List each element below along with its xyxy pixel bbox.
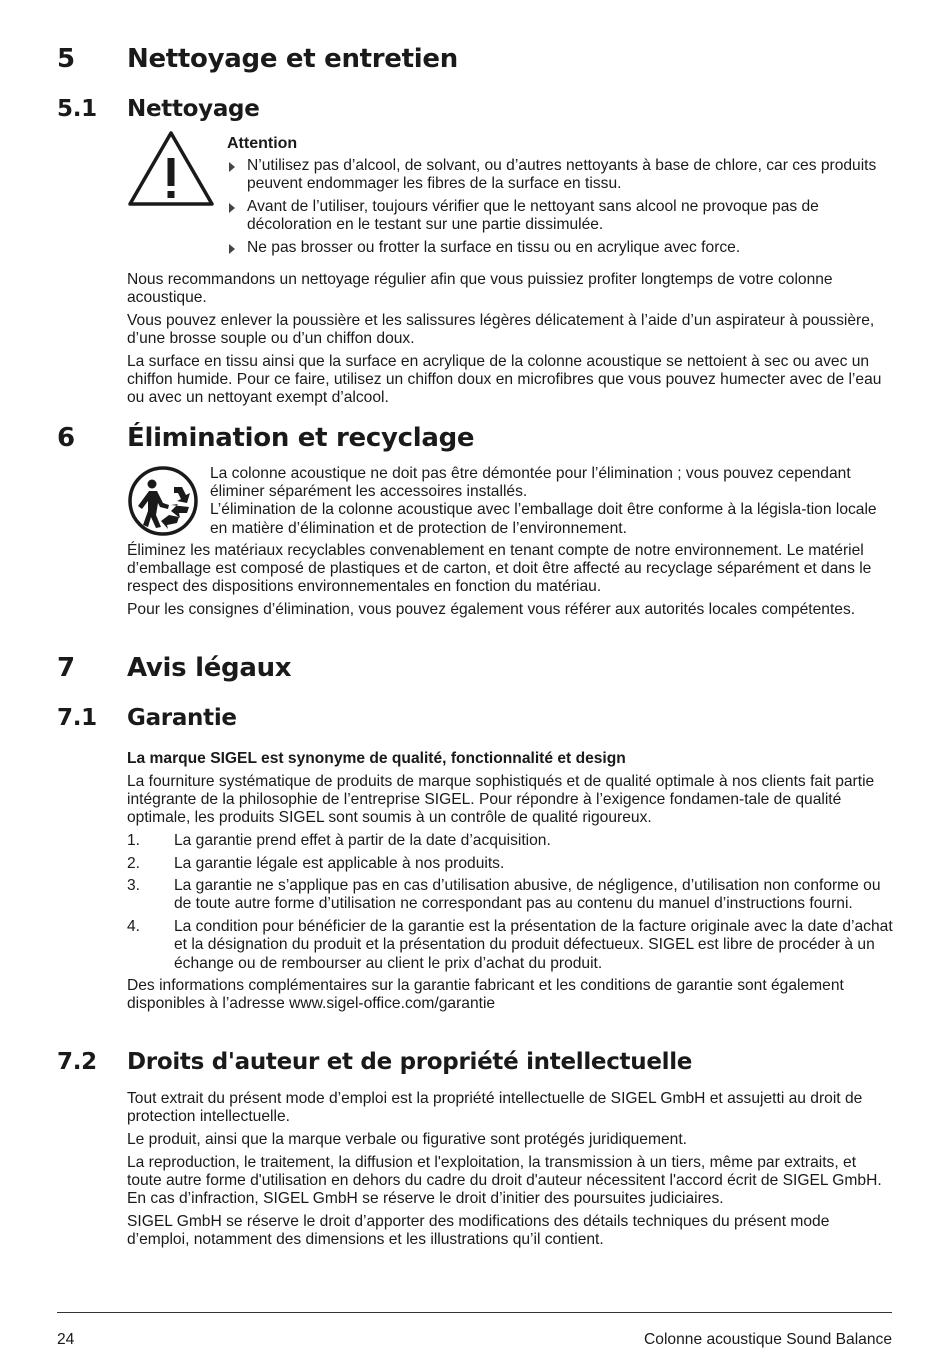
- section-title: Élimination et recyclage: [127, 423, 475, 453]
- section-number: 7.2: [57, 1049, 97, 1075]
- list-item: 2. La garantie légale est applicable à nos produits.: [127, 854, 505, 872]
- section-title: Garantie: [127, 705, 237, 731]
- paragraph: La fourniture systématique de produits de marque sophistiqués et de qualité optimale à nos clients fait partie intégrante de la philosophie de l’entreprise SIGEL. Pour répondre à l’exigence fondamen-tale de qualité optimale, les produits SIGEL sont soumis à un contrôle de qualité rigoureux.: [127, 772, 875, 827]
- list-item: 4. La condition pour bénéficier de la garantie est la présentation de la facture originale avec la date d’achat et la désignation du produit et la présentation du produit défectueux. SIGEL est libre de procéder à un échange ou de rembourser au client le prix d’achat du produit.: [127, 918, 893, 972]
- recycling-person-icon: [127, 465, 199, 537]
- section-title: Avis légaux: [127, 653, 292, 683]
- list-item: 1. La garantie prend effet à partir de la date d’acquisition.: [127, 831, 551, 849]
- list-item: 3. La garantie ne s’applique pas en cas d’utilisation abusive, de négligence, d’utilisation non conforme ou de toute autre forme d’utilisation ne correspondant pas au contenu du manuel d’instructions fourni.: [127, 877, 881, 913]
- cleaning-text: [127, 271, 893, 412]
- page-number: 24: [57, 1331, 75, 1348]
- paragraph: Pour les consignes d’élimination, vous pouvez également vous référer aux autorités locales compétentes.: [127, 601, 856, 619]
- copyright-text: [127, 1090, 893, 1254]
- bullet-arrow-icon: [229, 203, 235, 213]
- attention-list: [227, 157, 895, 257]
- paragraph: Nous recommandons un nettoyage régulier afin que vous puissiez profiter longtemps de votre colonne acoustique.: [127, 271, 833, 307]
- section-number: 6: [57, 423, 75, 453]
- bullet-arrow-icon: [229, 244, 235, 254]
- disposal-intro: [210, 465, 893, 538]
- attention-label: Attention: [227, 135, 298, 152]
- footer-product-name: Colonne acoustique Sound Balance: [644, 1331, 892, 1348]
- attention-item: Avant de l’utiliser, toujours vérifier que le nettoyant sans alcool ne provoque pas de décoloration en le testant sur une partie dissimulée.: [227, 198, 895, 234]
- paragraph: La surface en tissu ainsi que la surface en acrylique de la colonne acoustique se nettoient à sec ou avec un chiffon humide. Pour ce faire, utilisez un chiffon doux en microfibres que vous pouvez humecter avec de l’eau ou avec un nettoyant exempt d’alcool.: [127, 352, 882, 407]
- paragraph: Éliminez les matériaux recyclables convenablement en tenant compte de notre environnement. Le matériel d’emballage est composé de plastiques et de carton, et doit être affecté au recyclage séparément et dans le respect des dispositions environnementales en fonction du matériau.: [127, 542, 872, 596]
- paragraph: Des informations complémentaires sur la garantie fabricant et les conditions de garantie sont également disponibles à l’adresse www.sigel-office.com/garantie: [127, 977, 844, 1013]
- paragraph: La colonne acoustique ne doit pas être démontée pour l’élimination ; vous pouvez cependant éliminer séparément les accessoires installés.: [210, 465, 851, 501]
- paragraph: Vous pouvez enlever la poussière et les salissures légères délicatement à l’aide d’un aspirateur à poussière, d’une brosse souple ou d’un chiffon doux.: [127, 311, 875, 348]
- section-number: 7: [57, 653, 75, 683]
- warning-triangle-icon: [127, 130, 215, 208]
- warranty-text: [127, 750, 893, 1018]
- attention-box: [227, 135, 895, 262]
- section-number: 5.1: [57, 96, 97, 122]
- paragraph: La reproduction, le traitement, la diffusion et l'exploitation, la transmission à un tiers, même par extraits, et toute autre forme d'utilisation en dehors du cadre du droit d'auteur nécessitent l'accord écrit de SIGEL GmbH. En cas d’infraction, SIGEL GmbH se réserve le droit d’initier des poursuites judiciaires.: [127, 1153, 882, 1208]
- paragraph: SIGEL GmbH se réserve le droit d’apporter des modifications des détails techniques du présent mode d’emploi, notamment des dimensions et les illustrations qu’il contient.: [127, 1212, 830, 1248]
- warranty-subtitle: La marque SIGEL est synonyme de qualité, fonctionnalité et design: [127, 750, 626, 767]
- attention-item: Ne pas brosser ou frotter la surface en tissu ou en acrylique avec force.: [227, 239, 895, 257]
- footer-divider: [57, 1312, 892, 1313]
- bullet-arrow-icon: [229, 162, 235, 172]
- section-number: 7.1: [57, 705, 97, 731]
- warranty-list: [127, 832, 893, 973]
- attention-item: N’utilisez pas d’alcool, de solvant, ou d’autres nettoyants à base de chlore, car ces produits peuvent endommager les fibres de la surface en tissu.: [227, 157, 895, 193]
- disposal-text: [127, 542, 893, 624]
- section-title: Droits d'auteur et de propriété intellectuelle: [127, 1049, 693, 1075]
- paragraph: L’élimination de la colonne acoustique avec l’emballage doit être conforme à la législa-tion locale en matière d’élimination et de protection de l’environnement.: [210, 501, 877, 537]
- section-title: Nettoyage: [127, 96, 260, 122]
- paragraph: Le produit, ainsi que la marque verbale ou figurative sont protégés juridiquement.: [127, 1130, 687, 1148]
- section-title: Nettoyage et entretien: [127, 44, 458, 74]
- paragraph: Tout extrait du présent mode d’emploi est la propriété intellectuelle de SIGEL GmbH et assujetti au droit de protection intellectuelle.: [127, 1090, 863, 1126]
- section-number: 5: [57, 44, 75, 74]
